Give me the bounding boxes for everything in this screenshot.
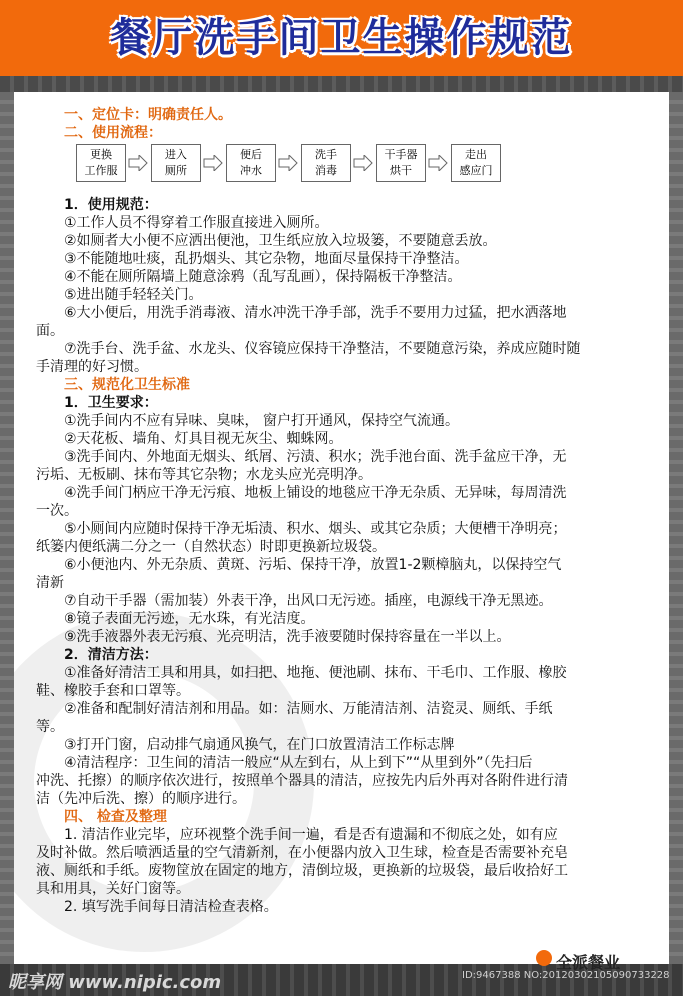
body-text-line: ⑥大小便后，用洗手消毒液、清水冲洗干净手部，洗手不要用力过猛，把水洒落地 [64, 305, 567, 321]
body-text-line: 1. 清洁作业完毕，应环视整个洗手间一遍，看是否有遗漏和不彻底之处，如有应 [64, 827, 558, 843]
flow-step-box: 更换 工作服 [76, 144, 126, 182]
flow-step-box: 干手器 烘干 [376, 144, 426, 182]
body-text-line: ③洗手间内、外地面无烟头、纸屑、污渍、积水；洗手池台面、洗手盆应干净，无 [64, 449, 567, 465]
body-text-line: ③打开门窗，启动排气扇通风换气，在门口放置清洁工作标志牌 [64, 737, 455, 753]
body-text-line: 液、厕纸和手纸。废物筐放在固定的地方，清倒垃圾，更换新的垃圾袋，最后收拾好工 [36, 863, 568, 879]
body-text-line: ⑧镜子表面无污迹，无水珠，有光洁度。 [64, 611, 315, 627]
flow-step-box: 便后 冲水 [226, 144, 276, 182]
body-text-line: 清新 [36, 575, 64, 591]
body-text-line: ③不能随地吐痰，乱扔烟头、其它杂物，地面尽量保持干净整洁。 [64, 251, 469, 267]
section-heading: 四、 检查及整理 [64, 809, 167, 825]
section-heading: 三、规范化卫生标准 [64, 377, 190, 393]
section-heading: 二、使用流程： [64, 125, 162, 141]
body-text-line: ⑥小便池内、外无杂质、黄斑、污垢、保持干净，放置1-2颗樟脑丸，以保持空气 [64, 557, 562, 573]
subsection-heading: 1．卫生要求： [64, 395, 158, 411]
flow-step-box: 洗手 消毒 [301, 144, 351, 182]
flow-step-box: 进入 厕所 [151, 144, 201, 182]
subsection-heading: 1．使用规范： [64, 197, 158, 213]
body-text-line: 具和用具，关好门窗等。 [36, 881, 190, 897]
body-text-line: 等。 [36, 719, 64, 735]
body-text-line: ⑦洗手台、洗手盆、水龙头、仪容镜应保持干净整洁，不要随意污染，养成应随时随 [64, 341, 581, 357]
body-text-line: ⑨洗手液器外表无污痕、光亮明洁，洗手液要随时保持容量在一半以上。 [64, 629, 511, 645]
body-text-line: ④不能在厕所隔墙上随意涂鸦（乱写乱画），保持隔板干净整洁。 [64, 269, 462, 285]
body-text-line: ⑤小厕间内应随时保持干净无垢渍、积水、烟头、或其它杂质；大便槽干净明亮； [64, 521, 567, 537]
page-title: 餐厅洗手间卫生操作规范 [110, 15, 573, 61]
body-text-line: 及时补做。然后喷洒适量的空气清新剂，在小便器内放入卫生球，检查是否需要补充皂 [36, 845, 568, 861]
body-text-line: 2. 填写洗手间每日清洁检查表格。 [64, 899, 278, 915]
body-text-line: ②如厕者大小便不应洒出便池，卫生纸应放入垃圾篓，不要随意丢放。 [64, 233, 497, 249]
body-text-line: 鞋、橡胶手套和口罩等。 [36, 683, 190, 699]
brand-logo-icon [536, 950, 552, 966]
body-text-line: ⑤进出随手轻轻关门。 [64, 287, 203, 303]
body-text-line: ①工作人员不得穿着工作服直接进入厕所。 [64, 215, 329, 231]
watermark-site-text: 昵享网 www.nipic.com [8, 972, 222, 993]
flow-step-box: 走出 感应门 [451, 144, 501, 182]
body-text-line: 污垢、无板刷、抹布等其它杂物；水龙头应光亮明净。 [36, 467, 372, 483]
body-text-line: ②准备和配制好清洁剂和用品。如：洁厕水、万能清洁剂、洁瓷灵、厕纸、手纸 [64, 701, 553, 717]
body-text-line: 面。 [36, 323, 64, 339]
flow-arrow-icon [278, 155, 298, 171]
body-text-line: ④清洁程序：卫生间的清洁一般应“从左到右，从上到下”“从里到外”（先扫后 [64, 755, 533, 771]
body-text-line: 洁（先冲后洗、擦）的顺序进行。 [36, 791, 246, 807]
flow-arrow-icon [428, 155, 448, 171]
header-bar [0, 0, 683, 76]
flow-arrow-icon [128, 155, 148, 171]
body-text-line: 冲洗、托擦）的顺序依次进行，按照单个器具的清洁，应按先内后外再对各附件进行清 [36, 773, 568, 789]
body-text-line: ①洗手间内不应有异味、臭味， 窗户打开通风，保持空气流通。 [64, 413, 459, 429]
top-pattern-band [0, 76, 683, 92]
body-text-line: 手清理的好习惯。 [36, 359, 148, 375]
flow-arrow-icon [353, 155, 373, 171]
section-heading: 一、定位卡：明确责任人。 [64, 107, 232, 123]
brand-logo-text: 全派餐业 [556, 953, 621, 972]
body-text-line: ⑦自动干手器（需加装）外表干净，出风口无污迹。插座，电源线干净无黑迹。 [64, 593, 553, 609]
body-text-line: ④洗手间门柄应干净无污痕、地板上铺设的地毯应干净无杂质、无异味，每周清洗 [64, 485, 567, 501]
left-border [0, 92, 14, 964]
body-text-line: ①准备好清洁工具和用具，如扫把、地拖、便池刷、抹布、干毛巾、工作服、橡胶 [64, 665, 567, 681]
flow-arrow-icon [203, 155, 223, 171]
body-text-line: 纸篓内便纸满二分之一（自然状态）时即更换新垃圾袋。 [36, 539, 386, 555]
right-border [669, 92, 683, 964]
subsection-heading: 2．清洁方法： [64, 647, 158, 663]
image-id-text: ID:9467388 NO:20120302105090733228 [462, 970, 670, 981]
body-text-line: 一次。 [36, 503, 78, 519]
body-text-line: ②天花板、墙角、灯具目视无灰尘、蜘蛛网。 [64, 431, 343, 447]
